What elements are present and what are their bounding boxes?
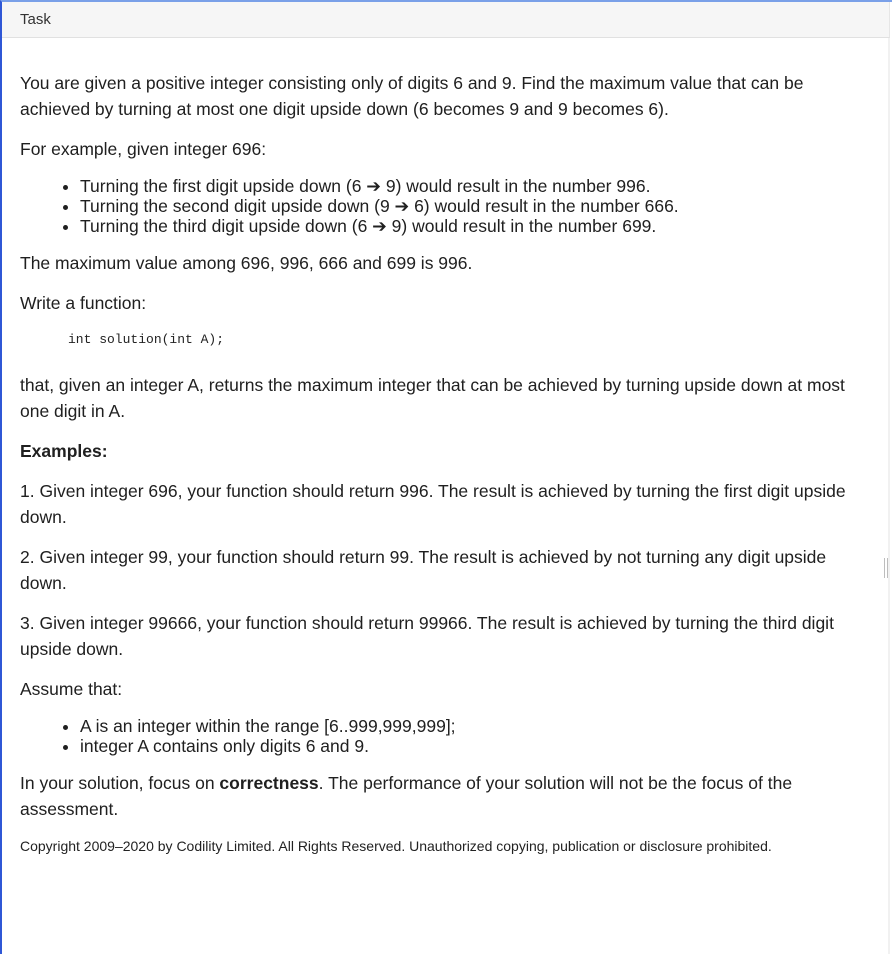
assumption-list [20,716,872,756]
list-item: • Turning the second digit upside down (9 ➔ 6) would result in the number 666. [80,196,872,216]
list-item: • Turning the third digit upside down (6 ➔ 9) would result in the number 699. [80,216,872,236]
example-3: 3. Given integer 99666, your function should return 99966. The result is achieved by turning the third digit upside down. [20,613,834,659]
task-header [2,2,890,38]
task-intro: You are given a positive integer consisting only of digits 6 and 9. Find the maximum value that can be achieved by turning at most one digit upside down (6 becomes 9 and 9 becomes 6). [20,73,804,119]
resize-handle-icon[interactable] [884,558,888,578]
task-description [20,70,872,856]
function-description: that, given an integer A, returns the maximum integer that can be achieved by turning upside down at most one digit in A. [20,375,845,421]
list-item: • integer A contains only digits 6 and 9. [80,736,872,756]
example-intro: For example, given integer 696: [20,139,267,159]
focus-prefix: In your solution, focus on [20,773,220,793]
example-2: 2. Given integer 99, your function should return 99. The result is achieved by not turning any digit upside down. [20,547,827,593]
function-signature: int solution(int A); [68,332,225,347]
task-tab[interactable]: Task [20,11,51,28]
assume-heading: Assume that: [20,679,123,699]
list-item: • Turning the first digit upside down (6 ➔ 9) would result in the number 996. [80,176,872,196]
panel-edge [888,38,890,954]
focus-suffix: . The performance of your solution will not be the focus of the assessment. [20,773,793,819]
focus-statement [20,770,872,822]
examples-heading: Examples: [20,441,108,461]
example-1: 1. Given integer 696, your function should return 996. The result is achieved by turning the first digit upside down. [20,481,846,527]
max-statement: The maximum value among 696, 996, 666 and 699 is 996. [20,253,473,273]
copyright-notice: Copyright 2009–2020 by Codility Limited. All Rights Reserved. Unauthorized copying, publication or disclosure prohibited. [20,838,772,854]
focus-keyword: correctness [219,773,319,793]
example-list [20,176,872,236]
list-item: • A is an integer within the range [6..999,999,999]; [80,716,872,736]
write-function-label: Write a function: [20,293,147,313]
